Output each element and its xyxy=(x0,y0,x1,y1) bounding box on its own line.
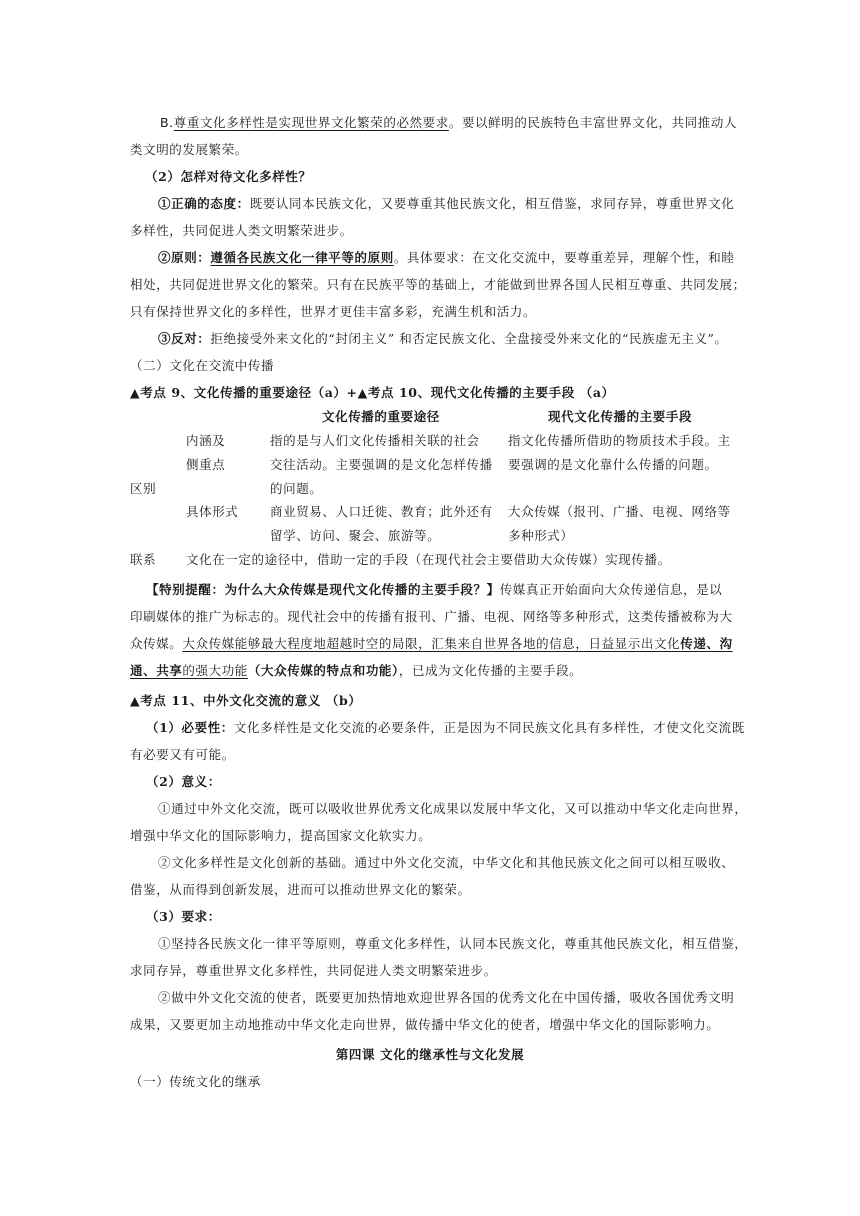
table-cell: 交往活动。主要强调的是文化怎样传播 xyxy=(270,457,493,472)
necessity-line1 xyxy=(146,719,745,737)
tip-text: 传媒真正开始面向大众传递信息，是以 xyxy=(499,582,723,597)
link-text: 文化在一定的途径中，借助一定的手段（在现代社会主要借助大众传媒）实现传播。 xyxy=(186,552,671,567)
requirement-2-line1: ②做中外文化交流的使者，既要更加热情地欢迎世界各国的优秀文化在中国传播，吸收各国优秀文明 xyxy=(158,990,735,1005)
oppose-line xyxy=(158,330,728,348)
principle-line1 xyxy=(158,249,734,267)
table-cell: 留学、访问、聚会、旅游等。 xyxy=(270,528,441,543)
paragraph-b-line2: 类文明的发展繁荣。 xyxy=(130,142,248,157)
row-label: 侧重点 xyxy=(186,457,226,472)
principle-key: 遵循各民族文化一律平等的原则 xyxy=(210,250,394,265)
kp910-heading: ▲考点 9、文化传播的重要途径（a）+▲考点 10、现代文化传播的主要手段 （a） xyxy=(130,385,615,400)
necessity-line2: 有必要又有可能。 xyxy=(130,747,235,762)
section-heading: （二）文化在交流中传播 xyxy=(130,358,275,373)
paragraph-text: 。要以鲜明的民族特色丰富世界文化，共同推动人 xyxy=(448,115,738,130)
table-cell: 大众传媒（报刊、广播、电视、网络等 xyxy=(508,504,731,519)
link-label: 联系 xyxy=(130,552,157,567)
kp11-heading: ▲考点 11、中外文化交流的意义 （b） xyxy=(130,693,362,708)
requirement-label: （3）要求： xyxy=(146,909,221,924)
tip-underlined: 大众传媒能够最大程度地超越时空的局限，汇集来自世界各地的信息，日益显示出文化 xyxy=(182,636,681,651)
table-cell: 指文化传播所借助的物质技术手段。主 xyxy=(508,433,731,448)
lesson-title: 第四课 文化的继承性与文化发展 xyxy=(335,1047,525,1062)
requirement-1-line1: ①坚持各民族文化一律平等原则，尊重文化多样性，认同本民族文化，尊重其他民族文化，相互借鉴， xyxy=(158,936,748,951)
table-cell: 的问题。 xyxy=(270,481,323,496)
table-cell: 指的是与人们文化传播相关联的社会 xyxy=(270,433,480,448)
row-label: 内涵及 xyxy=(186,433,226,448)
significance-label: （2）意义： xyxy=(146,774,221,789)
attitude-line2: 多样性，共同促进人类文明繁荣进步。 xyxy=(130,223,353,238)
attitude-label: ①正确的态度： xyxy=(158,196,250,211)
principle-label: ②原则： xyxy=(158,250,211,265)
table-cell: 商业贸易、人口迁徙、教育；此外还有 xyxy=(270,504,493,519)
key-sentence: 尊重文化多样性是实现世界文化繁荣的必然要求 xyxy=(173,115,449,130)
significance-1-line2: 增强中华文化的国际影响力，提高国家文化软实力。 xyxy=(130,828,432,843)
oppose-label: ③反对： xyxy=(158,331,211,346)
necessity-label: （1）必要性： xyxy=(146,720,234,735)
tip-line1 xyxy=(146,581,722,599)
necessity-text: 文化多样性是文化交流的必要条件，正是因为不同民族文化具有多样性，才使文化交流既 xyxy=(233,720,745,735)
subsection-heading: （一）传统文化的继承 xyxy=(130,1074,262,1089)
tip-label: 【特别提醒：为什么大众传媒是现代文化传播的主要手段？】 xyxy=(146,582,500,597)
tip-line3 xyxy=(130,635,733,653)
tip-line2: 印刷媒体的推广为标志的。现代社会中的传播有报刊、广播、电视、网络等多种形式，这类传播被称为大 xyxy=(130,609,733,624)
group-label: 区别 xyxy=(130,481,157,496)
oppose-text: 拒绝接受外来文化的“封闭主义” 和否定民族文化、全盘接受外来文化的“民族虚无主义”。 xyxy=(210,331,728,346)
tip-text: 众传媒。 xyxy=(130,636,183,651)
row-label: 具体形式 xyxy=(186,504,239,519)
tip-line4 xyxy=(130,662,582,680)
principle-line3: 只有保持世界文化的多样性，世界才更佳丰富多彩，充满生机和活力。 xyxy=(130,304,537,319)
principle-line2: 相处，共同促进世界文化的繁荣。只有在民族平等的基础上，才能做到世界各国人民相互尊重、共同发展； xyxy=(130,277,746,292)
significance-2-line1: ②文化多样性是文化创新的基础。通过中外文化交流，中华文化和其他民族文化之间可以相互吸收、 xyxy=(158,855,735,870)
significance-2-line2: 借鉴，从而得到创新发展，进而可以推动世界文化的繁荣。 xyxy=(130,882,471,897)
attitude-line1 xyxy=(158,195,734,213)
paragraph-b-line1 xyxy=(160,114,737,132)
table-cell: 要强调的是文化靠什么传播的问题。 xyxy=(508,457,718,472)
tip-text: ，已成为文化传播的主要手段。 xyxy=(398,663,583,678)
tip-underlined: 的强大功能 xyxy=(182,663,248,678)
tip-key: 传递、沟 xyxy=(680,636,733,651)
table-col-header: 文化传播的重要途径 xyxy=(322,409,440,424)
tip-note: （大众传媒的特点和功能） xyxy=(247,663,399,678)
tip-key: 通、共享 xyxy=(130,663,183,678)
significance-1-line1: ①通过中外文化交流，既可以吸收世界优秀文化成果以发展中华文化，又可以推动中华文化走向世界， xyxy=(158,801,748,816)
table-cell: 多种形式） xyxy=(508,528,574,543)
requirement-1-line2: 求同存异，尊重世界文化多样性，共同促进人类文明繁荣进步。 xyxy=(130,963,497,978)
principle-text: 。具体要求：在文化交流中，要尊重差异，理解个性，和睦 xyxy=(393,250,735,265)
requirement-2-line2: 成果，又要更加主动地推动中华文化走向世界，做传播中华文化的使者，增强中华文化的国际影响力。 xyxy=(130,1017,720,1032)
table-col-header: 现代文化传播的主要手段 xyxy=(548,409,693,424)
attitude-text: 既要认同本民族文化，又要尊重其他民族文化，相互借鉴，求同存异，尊重世界文化 xyxy=(249,196,735,211)
item-marker: B. xyxy=(160,115,174,130)
question-heading: （2）怎样对待文化多样性？ xyxy=(145,169,312,184)
